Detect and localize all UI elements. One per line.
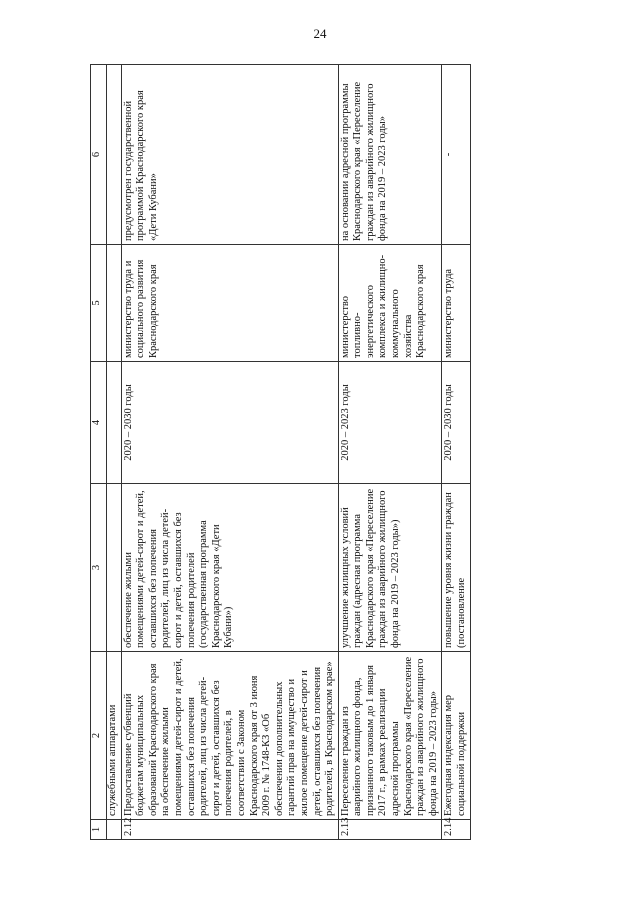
- executor-cell: министерство труда и социального развития Краснодарского края: [121, 245, 338, 362]
- continuation-row: [107, 65, 122, 840]
- measure-cell: Переселение граждан из аварийного жилищного фонда, признанного таковым до 1 января 2017 г., в рамках реализации адресной программы Краснодарского края «Переселение граждан из аварийного жилищного фонда на 2019 – 2023 годы»: [338, 652, 442, 820]
- funding-cell: -: [442, 65, 470, 245]
- header-col-6: 6: [91, 65, 107, 245]
- period-cell: 2020 – 2023 годы: [338, 362, 442, 484]
- header-col-4: 4: [91, 362, 107, 484]
- header-col-3: 3: [91, 484, 107, 652]
- table-rotated-wrapper: [90, 65, 565, 840]
- header-col-2: 2: [91, 652, 107, 820]
- continuation-text: служебными аппаратами: [107, 652, 122, 820]
- goal-cell: улучшение жилищных условий граждан (адресная программа Краснодарского края «Переселение граждан из аварийного жилищного фонда на 2019 – 2023 годы»): [338, 484, 442, 652]
- row-number: 2.14: [442, 820, 470, 840]
- period-cell: 2020 – 2030 годы: [442, 362, 470, 484]
- header-col-1: 1: [91, 820, 107, 840]
- executor-cell: министерство труда: [442, 245, 470, 362]
- measures-table: [90, 65, 565, 840]
- measure-cell: Ежегодная индексация мер социальной поддержки: [442, 652, 470, 820]
- table-row: [121, 65, 338, 840]
- table-header-row: [91, 65, 107, 840]
- table-row: [338, 65, 442, 840]
- table-row: [442, 65, 470, 840]
- goal-cell: обеспечение жилыми помещениями детей-сирот и детей, оставшихся без попечения родителей, лиц из числа детей-сирот и детей, оставшихся без попечения родителей (государственная программа Краснодарского края «Дети Кубани»): [121, 484, 338, 652]
- measure-cell: Предоставление субвенций бюджетам муниципальных образований Краснодарского края на обеспечение жилыми помещениями детей-сирот и детей, оставшихся без попечения родителей, лиц из числа детей-сирот и детей, оставшихся без попечения родителей, в соответствии с Законом Краснодарского края от 3 июня 2009 г. № 1748-КЗ «Об обеспечении дополнительных гарантий прав на имущество и жилое помещение детей-сирот и детей, оставшихся без попечения родителей, в Краснодарском крае»: [121, 652, 338, 820]
- funding-cell: предусмотрен государственной программой Краснодарского края «Дети Кубани»: [121, 65, 338, 245]
- period-cell: 2020 – 2030 годы: [121, 362, 338, 484]
- funding-cell: на основании адресной программы Краснодарского края «Переселение граждан из аварийного жилищного фонда на 2019 – 2023 годы»: [338, 65, 442, 245]
- executor-cell: министерство топливно-энергетического комплекса и жилищно-коммунального хозяйства Краснодарского края: [338, 245, 442, 362]
- row-number: 2.12: [121, 820, 338, 840]
- page-number: 24: [313, 26, 327, 41]
- header-col-5: 5: [91, 245, 107, 362]
- row-number: 2.13: [338, 820, 442, 840]
- goal-cell: повышение уровня жизни граждан (постановление: [442, 484, 470, 652]
